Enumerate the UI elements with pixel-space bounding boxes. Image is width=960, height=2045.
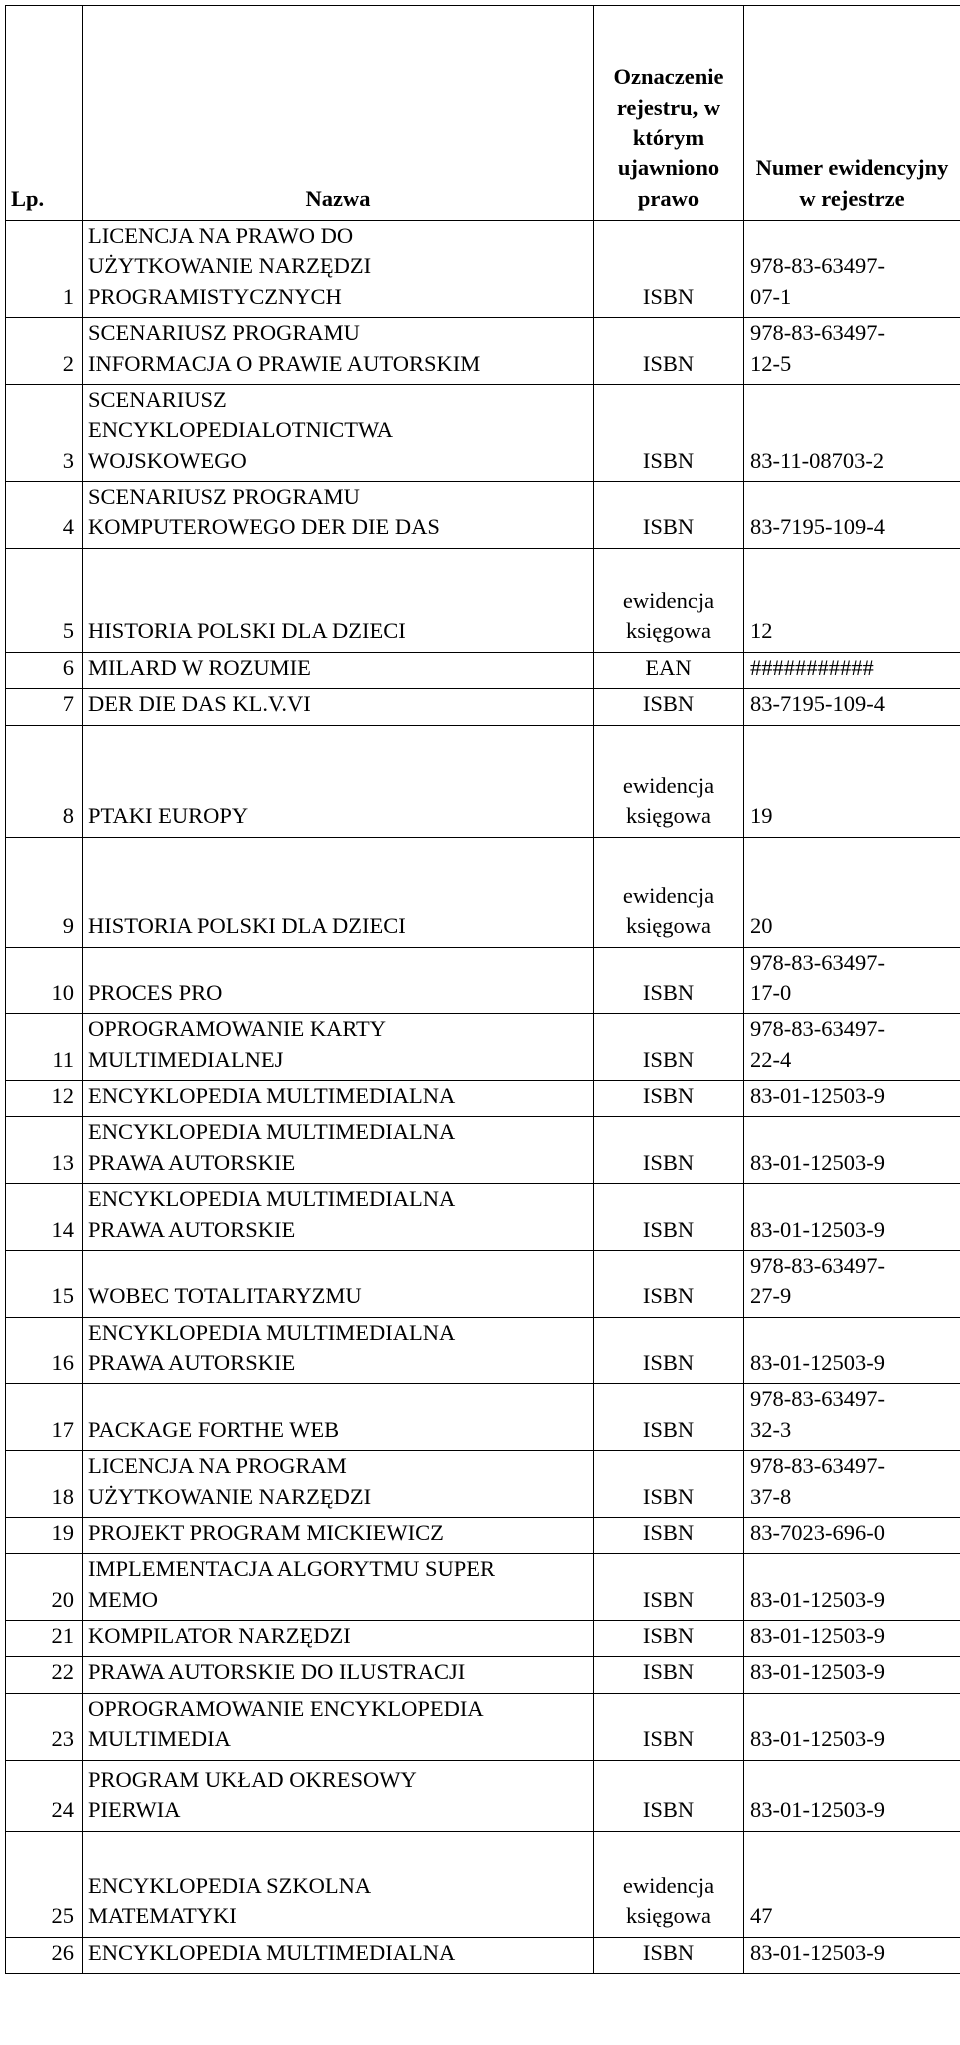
row-number: 19 (744, 725, 960, 837)
table-row (6, 1317, 960, 1384)
row-register: ISBN (594, 1250, 744, 1317)
row-lp: 14 (6, 1184, 83, 1251)
row-register: ewidencja księgowa (594, 837, 744, 947)
table-row (6, 1693, 960, 1760)
row-register: ewidencja księgowa (594, 1831, 744, 1937)
row-number: 83-11-08703-2 (744, 384, 960, 481)
table-row (6, 221, 960, 318)
row-register: ISBN (594, 1317, 744, 1384)
row-register: EAN (594, 652, 744, 688)
row-register: ISBN (594, 384, 744, 481)
row-number: 83-01-12503-9 (744, 1693, 960, 1760)
row-lp: 1 (6, 221, 83, 318)
row-name: ENCYKLOPEDIA MULTIMEDIALNA PRAWA AUTORSKIE (83, 1117, 594, 1184)
row-lp: 8 (6, 725, 83, 837)
table-row (6, 837, 960, 947)
row-name: SCENARIUSZ ENCYKLOPEDIALOTNICTWA WOJSKOWEGO (83, 384, 594, 481)
header-lp: Lp. (6, 6, 83, 221)
row-number: 978-83-63497- 32-3 (744, 1384, 960, 1451)
row-register: ISBN (594, 1517, 744, 1553)
row-lp: 24 (6, 1760, 83, 1831)
row-register: ISBN (594, 318, 744, 385)
table-row (6, 725, 960, 837)
row-lp: 20 (6, 1554, 83, 1621)
table-row (6, 318, 960, 385)
row-number: 83-01-12503-9 (744, 1657, 960, 1693)
row-number: 47 (744, 1831, 960, 1937)
row-name: WOBEC TOTALITARYZMU (83, 1250, 594, 1317)
row-register: ISBN (594, 1760, 744, 1831)
header-register: Oznaczenie rejestru, w którym ujawniono prawo (594, 6, 744, 221)
row-name: PROJEKT PROGRAM MICKIEWICZ (83, 1517, 594, 1553)
row-number: 12 (744, 548, 960, 652)
table-row (6, 1937, 960, 1973)
table-row (6, 1451, 960, 1518)
row-register: ISBN (594, 482, 744, 549)
row-name: PTAKI EUROPY (83, 725, 594, 837)
header-name: Nazwa (83, 6, 594, 221)
row-name: ENCYKLOPEDIA SZKOLNA MATEMATYKI (83, 1831, 594, 1937)
header-number: Numer ewidencyjny w rejestrze (744, 6, 960, 221)
row-name: PROGRAM UKŁAD OKRESOWY PIERWIA (83, 1760, 594, 1831)
row-lp: 3 (6, 384, 83, 481)
table-header-row (6, 6, 960, 221)
table-row (6, 1831, 960, 1937)
row-lp: 13 (6, 1117, 83, 1184)
row-lp: 25 (6, 1831, 83, 1937)
row-register: ewidencja księgowa (594, 548, 744, 652)
row-lp: 18 (6, 1451, 83, 1518)
row-register: ISBN (594, 1621, 744, 1657)
row-number: 83-01-12503-9 (744, 1621, 960, 1657)
row-lp: 12 (6, 1081, 83, 1117)
row-register: ISBN (594, 1693, 744, 1760)
row-name: OPROGRAMOWANIE KARTY MULTIMEDIALNEJ (83, 1014, 594, 1081)
row-register: ISBN (594, 1014, 744, 1081)
row-name: PROCES PRO (83, 947, 594, 1014)
row-register: ISBN (594, 689, 744, 725)
row-lp: 22 (6, 1657, 83, 1693)
table-row (6, 1554, 960, 1621)
row-number: 83-7023-696-0 (744, 1517, 960, 1553)
row-number: 978-83-63497- 17-0 (744, 947, 960, 1014)
row-lp: 6 (6, 652, 83, 688)
row-number: 978-83-63497- 37-8 (744, 1451, 960, 1518)
row-lp: 5 (6, 548, 83, 652)
row-name: DER DIE DAS KL.V.VI (83, 689, 594, 725)
rights-register-table (5, 5, 960, 1974)
table-row (6, 689, 960, 725)
row-lp: 19 (6, 1517, 83, 1553)
row-lp: 2 (6, 318, 83, 385)
table-row (6, 1014, 960, 1081)
row-number: 20 (744, 837, 960, 947)
table-row (6, 1760, 960, 1831)
row-name: IMPLEMENTACJA ALGORYTMU SUPER MEMO (83, 1554, 594, 1621)
row-lp: 23 (6, 1693, 83, 1760)
table-row (6, 1117, 960, 1184)
row-name: SCENARIUSZ PROGRAMU KOMPUTEROWEGO DER DIE DAS (83, 482, 594, 549)
row-number: 83-01-12503-9 (744, 1081, 960, 1117)
row-name: LICENCJA NA PRAWO DO UŻYTKOWANIE NARZĘDZI PROGRAMISTYCZNYCH (83, 221, 594, 318)
row-number: 83-7195-109-4 (744, 482, 960, 549)
row-lp: 15 (6, 1250, 83, 1317)
row-lp: 9 (6, 837, 83, 947)
row-register: ISBN (594, 1554, 744, 1621)
row-number: 83-01-12503-9 (744, 1317, 960, 1384)
table-row (6, 384, 960, 481)
row-number: 83-01-12503-9 (744, 1184, 960, 1251)
table-row (6, 947, 960, 1014)
row-lp: 16 (6, 1317, 83, 1384)
table-row (6, 548, 960, 652)
row-name: ENCYKLOPEDIA MULTIMEDIALNA PRAWA AUTORSKIE (83, 1317, 594, 1384)
row-name: MILARD W ROZUMIE (83, 652, 594, 688)
table-row (6, 1184, 960, 1251)
row-number: 83-7195-109-4 (744, 689, 960, 725)
row-number: 83-01-12503-9 (744, 1937, 960, 1973)
table-row (6, 482, 960, 549)
row-number: 83-01-12503-9 (744, 1760, 960, 1831)
row-register: ISBN (594, 1117, 744, 1184)
row-name: PRAWA AUTORSKIE DO ILUSTRACJI (83, 1657, 594, 1693)
row-register: ISBN (594, 1081, 744, 1117)
row-name: SCENARIUSZ PROGRAMU INFORMACJA O PRAWIE AUTORSKIM (83, 318, 594, 385)
row-lp: 17 (6, 1384, 83, 1451)
row-name: HISTORIA POLSKI DLA DZIECI (83, 837, 594, 947)
row-number: 978-83-63497- 27-9 (744, 1250, 960, 1317)
row-register: ISBN (594, 1451, 744, 1518)
table-row (6, 1250, 960, 1317)
row-register: ISBN (594, 1384, 744, 1451)
row-register: ISBN (594, 947, 744, 1014)
row-lp: 4 (6, 482, 83, 549)
row-name: ENCYKLOPEDIA MULTIMEDIALNA PRAWA AUTORSKIE (83, 1184, 594, 1251)
row-register: ISBN (594, 1184, 744, 1251)
table-row (6, 1081, 960, 1117)
row-register: ewidencja księgowa (594, 725, 744, 837)
row-name: ENCYKLOPEDIA MULTIMEDIALNA (83, 1937, 594, 1973)
table-row (6, 1657, 960, 1693)
table-row (6, 1384, 960, 1451)
table-row (6, 1621, 960, 1657)
table-row (6, 652, 960, 688)
row-lp: 26 (6, 1937, 83, 1973)
table-row (6, 1517, 960, 1553)
row-number: ########### (744, 652, 960, 688)
row-lp: 21 (6, 1621, 83, 1657)
row-number: 978-83-63497- 12-5 (744, 318, 960, 385)
row-register: ISBN (594, 221, 744, 318)
row-number: 978-83-63497- 07-1 (744, 221, 960, 318)
row-number: 83-01-12503-9 (744, 1554, 960, 1621)
row-lp: 7 (6, 689, 83, 725)
row-name: PACKAGE FORTHE WEB (83, 1384, 594, 1451)
row-lp: 11 (6, 1014, 83, 1081)
row-name: ENCYKLOPEDIA MULTIMEDIALNA (83, 1081, 594, 1117)
row-register: ISBN (594, 1937, 744, 1973)
row-number: 978-83-63497- 22-4 (744, 1014, 960, 1081)
row-name: HISTORIA POLSKI DLA DZIECI (83, 548, 594, 652)
row-number: 83-01-12503-9 (744, 1117, 960, 1184)
row-name: LICENCJA NA PROGRAM UŻYTKOWANIE NARZĘDZI (83, 1451, 594, 1518)
row-name: OPROGRAMOWANIE ENCYKLOPEDIA MULTIMEDIA (83, 1693, 594, 1760)
row-lp: 10 (6, 947, 83, 1014)
row-name: KOMPILATOR NARZĘDZI (83, 1621, 594, 1657)
row-register: ISBN (594, 1657, 744, 1693)
